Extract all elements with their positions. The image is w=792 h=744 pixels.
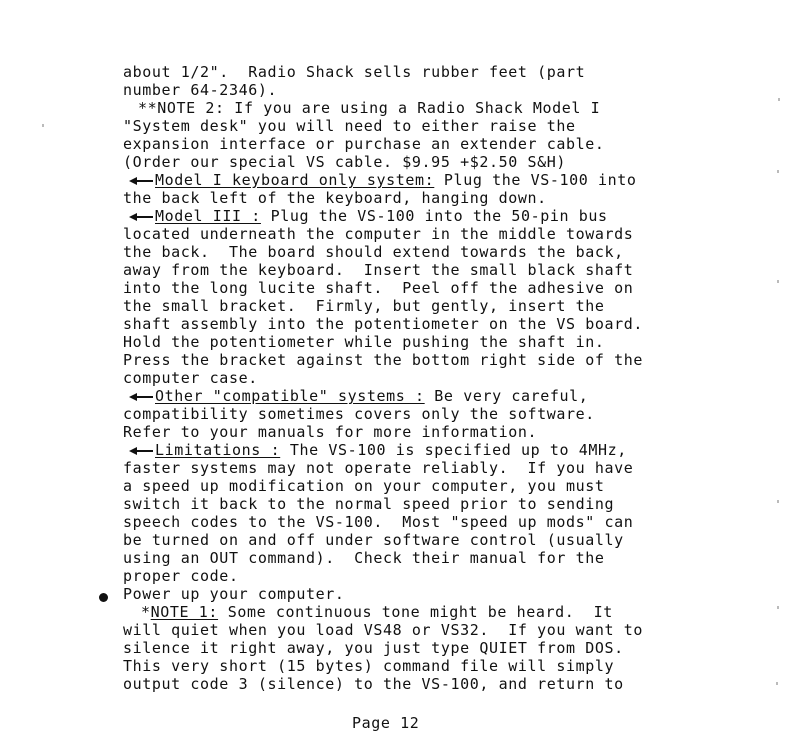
text-line: (Order our special VS cable. $9.95 +$2.50 S&H) — [123, 153, 567, 171]
text-line: Hold the potentiometer while pushing the shaft in. — [123, 333, 605, 351]
text-line: a speed up modification on your computer, you must — [123, 477, 605, 495]
section-heading: Limitations : — [155, 441, 281, 459]
text-line: Press the bracket against the bottom right side of the — [123, 351, 644, 369]
text-span: Be very careful, — [424, 387, 589, 405]
text-line: speech codes to the VS-100. Most "speed up mods" can — [123, 513, 634, 531]
section-model-3 — [129, 207, 608, 225]
text-line: computer case. — [123, 369, 258, 387]
text-line: the back left of the keyboard, hanging down. — [123, 189, 547, 207]
text-line: proper code. — [123, 567, 239, 585]
text-span: Plug the VS-100 into — [434, 171, 637, 189]
text-line: will quiet when you load VS48 or VS32. If you want to — [123, 621, 644, 639]
text-line: This very short (15 bytes) command file will simply — [123, 657, 615, 675]
section-limitations — [129, 441, 627, 459]
scan-speck — [777, 606, 779, 609]
text-line: "System desk" you will need to either raise the — [123, 117, 576, 135]
text-line: switch it back to the normal speed prior to sending — [123, 495, 615, 513]
note-2-line: **NOTE 2: If you are using a Radio Shack Model I — [138, 99, 601, 117]
text-line: faster systems may not operate reliably. If you have — [123, 459, 634, 477]
text-line: using an OUT command). Check their manual for the — [123, 549, 605, 567]
text-line: the small bracket. Firmly, but gently, insert the — [123, 297, 605, 315]
text-line: located underneath the computer in the middle towards — [123, 225, 634, 243]
text-line: about 1/2". Radio Shack sells rubber feet (part — [123, 63, 586, 81]
section-heading: Other "compatible" systems : — [155, 387, 425, 405]
bullet-icon — [99, 593, 108, 602]
section-other-compatible — [129, 387, 588, 405]
text-line: into the long lucite shaft. Peel off the adhesive on — [123, 279, 634, 297]
text-line: number 64-2346). — [123, 81, 278, 99]
scan-speck — [777, 170, 779, 173]
text-line: silence it right away, you just type QUIET from DOS. — [123, 639, 624, 657]
text-line: be turned on and off under software control (usually — [123, 531, 624, 549]
arrow-left-icon — [129, 176, 153, 186]
scan-speck — [42, 124, 44, 127]
text-span: The VS-100 is specified up to 4MHz, — [280, 441, 627, 459]
arrow-left-icon — [129, 392, 153, 402]
power-up-line: Power up your computer. — [123, 585, 345, 603]
text-span: Some continuous tone might be heard. It — [218, 603, 613, 621]
section-heading: Model I keyboard only system: — [155, 171, 435, 189]
arrow-left-icon — [129, 446, 153, 456]
text-line: output code 3 (silence) to the VS-100, and return to — [123, 675, 624, 693]
note-1-line — [141, 603, 613, 621]
note-heading: NOTE 1: — [150, 603, 219, 621]
scan-speck — [778, 98, 780, 101]
text-span: Plug the VS-100 into the 50-pin bus — [260, 207, 608, 225]
section-model-1-keyboard — [129, 171, 637, 189]
text-line: expansion interface or purchase an extender cable. — [123, 135, 605, 153]
section-heading: Model III : — [155, 207, 261, 225]
text-line: shaft assembly into the potentiometer on the VS board. — [123, 315, 644, 333]
text-line: the back. The board should extend towards the back, — [123, 243, 624, 261]
text-line: compatibility sometimes covers only the software. — [123, 405, 595, 423]
scan-speck — [777, 500, 779, 503]
text-line: Refer to your manuals for more information. — [123, 423, 538, 441]
text-line: away from the keyboard. Insert the small black shaft — [123, 261, 634, 279]
arrow-left-icon — [129, 212, 153, 222]
scan-speck — [776, 682, 778, 685]
scan-speck — [777, 280, 779, 283]
page-number: Page 12 — [352, 714, 420, 732]
asterisk: * — [141, 603, 151, 621]
